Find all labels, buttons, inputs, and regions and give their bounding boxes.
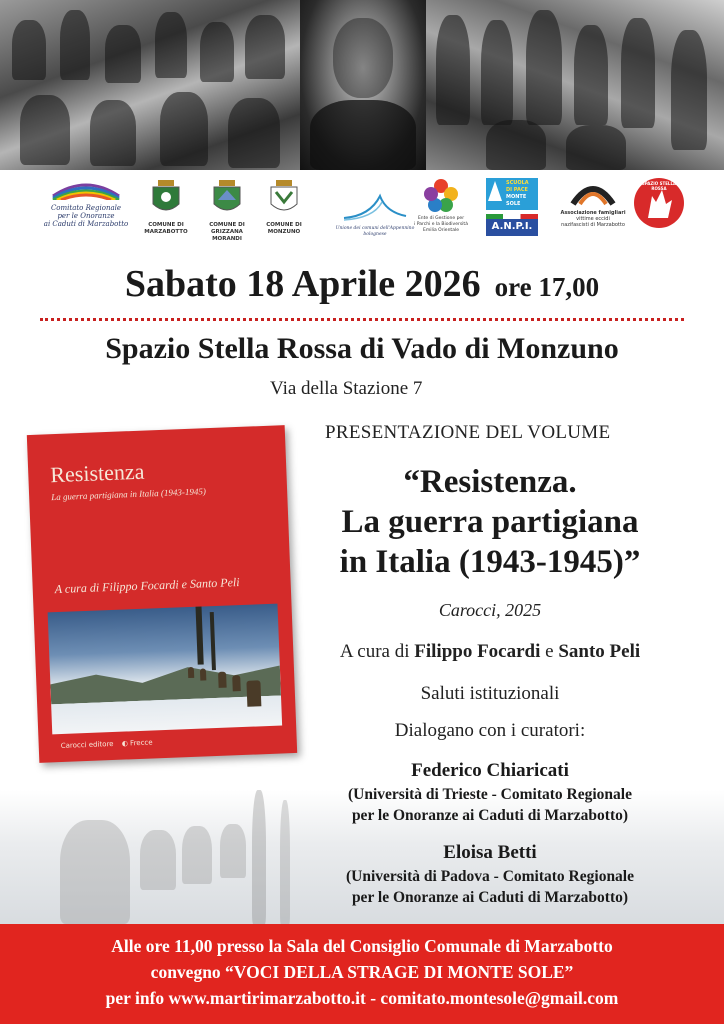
book-cover-photo [48, 604, 283, 735]
unione-comuni-logo: Unione dei comuni dell'Appennino bolognese [326, 192, 424, 238]
comune-marzabotto-logo: COMUNE DI MARZABOTTO [142, 178, 190, 236]
speaker-affiliation: (Università di Padova - Comitato Regionale [345, 868, 634, 885]
book-cover-authors: A cura di Filippo Focardi e Santo Peli [54, 575, 240, 597]
book-publisher: Carocci, 2025 [438, 600, 542, 620]
book-title: “Resistenza. La guerra partigiana in Italia (1943-1945)” [339, 464, 641, 580]
anpi-logo: A.N.P.I. [486, 214, 538, 236]
comune-monzuno-logo: COMUNE DI MONZUNO [262, 178, 306, 236]
event-date: Sabato 18 Aprile 2026 [124, 263, 481, 305]
book-editors: A cura di Filippo Focardi e Santo Peli [339, 641, 641, 662]
dotted-divider [40, 318, 684, 321]
partisans-group-photo-right [426, 0, 724, 170]
footer-line: Alle ore 11,00 presso la Sala del Consiglio Comunale di Marzabotto [111, 936, 613, 956]
book-cover-title: Resistenza [49, 458, 145, 488]
editor-name: Santo Peli [558, 641, 641, 662]
event-address: Via della Stazione 7 [270, 378, 423, 399]
presentation-label: PRESENTAZIONE DEL VOLUME [325, 422, 611, 443]
event-date-time [0, 262, 724, 306]
speaker-block [300, 840, 680, 908]
coat-of-arms-icon [149, 178, 183, 218]
book-cover [27, 425, 297, 763]
spazio-stella-rossa-logo: SPAZIO STELLA ROSSA [630, 178, 688, 228]
footer-banner [0, 924, 724, 1024]
ente-parchi-logo: Ente di Gestione per i Parchi e la Biodiversità Emilia Orientale [410, 178, 472, 234]
speaker-name: Federico Chiaricati [411, 760, 569, 781]
coat-of-arms-icon [210, 178, 244, 218]
header-photo-strip [0, 0, 724, 170]
mountain-wave-icon [340, 192, 410, 222]
scuola-pace-anpi-logos [484, 178, 540, 236]
scuola-di-pace-logo: SCUOLA DI PACE MONTE SOLE [486, 178, 538, 210]
partisan-portrait-photo [300, 0, 426, 170]
speaker-block [300, 758, 680, 826]
speaker-affiliation: per le Onoranze ai Caduti di Marzabotto) [351, 889, 629, 906]
editor-name: Filippo Focardi [414, 641, 541, 662]
frecce-series-icon: ◐ [121, 739, 129, 748]
coat-of-arms-icon [267, 178, 301, 218]
footer-line: convegno “VOCI DELLA STRAGE DI MONTE SOLE” [150, 962, 574, 982]
footer-contact-links[interactable]: per info www.martirimarzabotto.it - comitato.montesole@gmail.com [105, 988, 619, 1008]
partisans-group-photo-left [0, 0, 300, 170]
sponsor-logos-row [0, 178, 724, 256]
event-time: ore 17,00 [494, 272, 600, 302]
arch-icon [570, 178, 616, 206]
associazione-famigliari-logo: Associazione famigliari vittime eccidi nazifascisti di Marzabotto [560, 178, 626, 228]
greetings-label: Saluti istituzionali [420, 683, 560, 704]
dialogue-label: Dialogano con i curatori: [394, 720, 586, 741]
rainbow-flag-icon [51, 178, 121, 200]
comune-grizzana-logo: COMUNE DI GRIZZANA MORANDI [196, 178, 258, 243]
flower-icon [424, 178, 458, 212]
speaker-affiliation: per le Onoranze ai Caduti di Marzabotto) [351, 807, 629, 824]
speaker-name: Eloisa Betti [443, 842, 537, 863]
event-venue: Spazio Stella Rossa di Vado di Monzuno [105, 332, 619, 365]
dove-icon [488, 181, 502, 201]
comitato-regionale-logo: Comitato Regionale per le Onoranze ai Caduti di Marzabotto [40, 178, 132, 228]
book-cover-publisher: Carocci editore ◐ Frecce [60, 738, 153, 750]
speaker-affiliation: (Università di Trieste - Comitato Regionale [348, 786, 632, 803]
book-cover-subtitle: La guerra partigiana in Italia (1943-1945) [51, 486, 207, 503]
